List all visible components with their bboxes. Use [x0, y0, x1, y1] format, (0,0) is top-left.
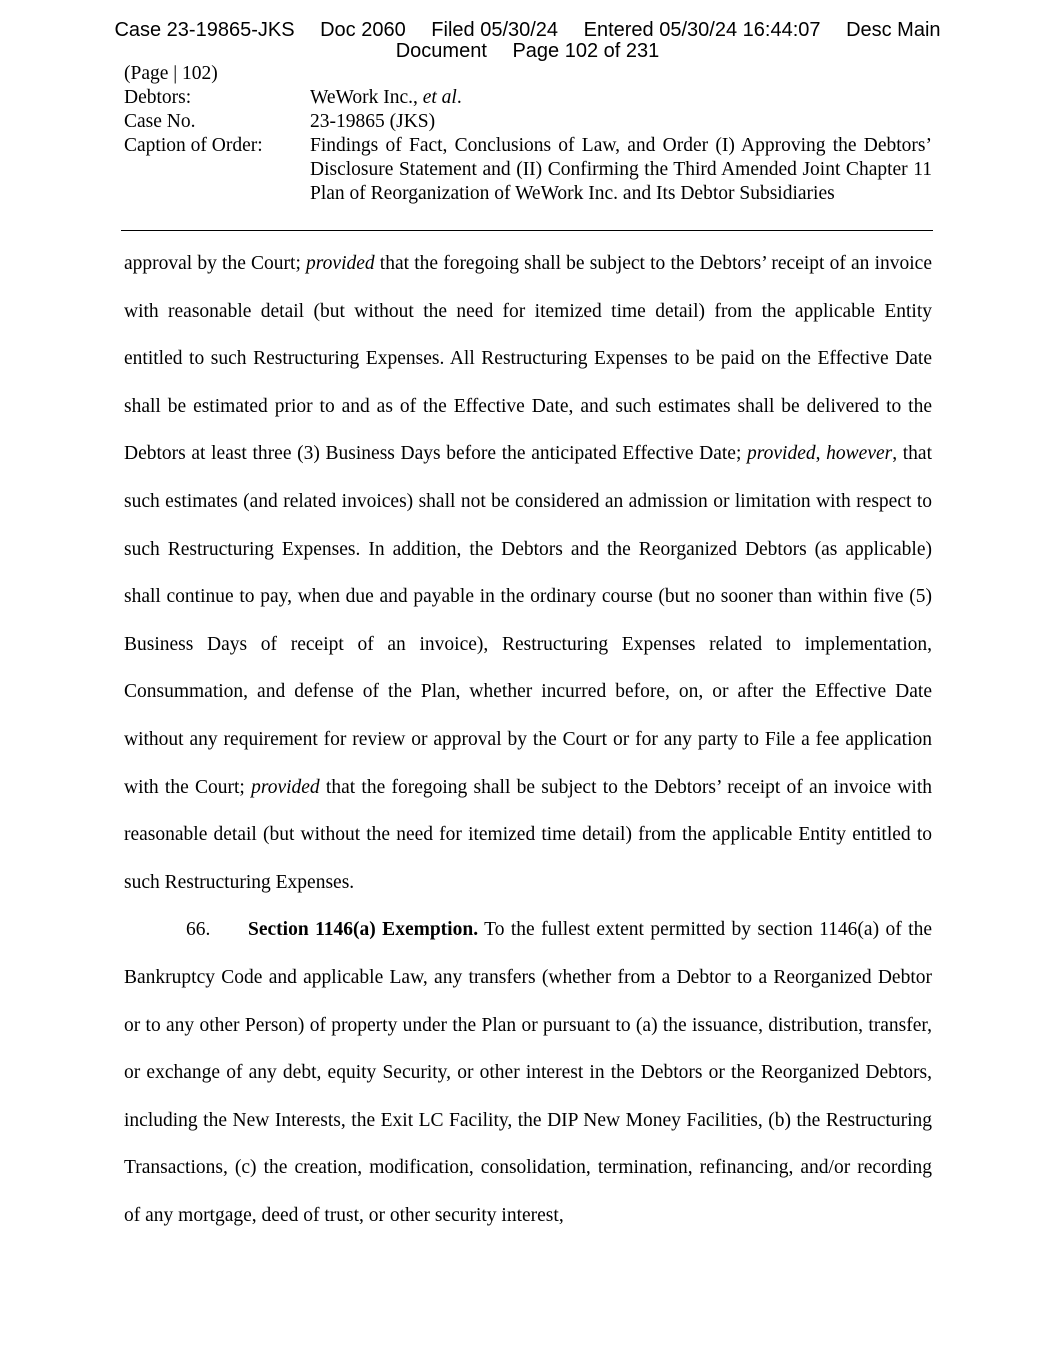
case-number: Case 23-19865-JKS	[114, 19, 295, 41]
filing-header-line-2	[0, 41, 1055, 62]
document-label: Document	[395, 40, 487, 62]
paragraph-text: To the fullest extent permitted by section 1146(a) of the Bankruptcy Code and applicable Law, any transfers (whether from a Debtor to a Reorganized Debtor or to any other Person) of property under the Plan or pursuant to (a) the issuance, distribution, transfer, or exchange of any debt, equity Security, or other interest in the Debtors or the Reorganized Debtors, including the New Interests, the Exit LC Facility, the DIP New Money Facilities, (b) the Restructuring Transactions, (c) the creation, modification, consolidation, termination, refinancing, and/or recording of any mortgage, deed of trust, or other security interest,	[124, 919, 932, 1226]
debtors-label: Debtors:	[124, 87, 192, 108]
order-caption-value: Findings of Fact, Conclusions of Law, and Order (I) Approving the Debtors’ Disclosure Statement and (II) Confirming the Third Amended Joint Chapter 11 Plan of Reorganization of WeWork Inc. and Its Debtor Subsidiaries	[310, 135, 932, 204]
desc-label: Desc Main	[846, 19, 941, 41]
debtors-etal: et al	[422, 87, 457, 108]
case-row	[124, 110, 932, 134]
paragraph-number: 66.	[186, 919, 211, 941]
order-caption-label: Caption of Order:	[124, 135, 263, 156]
italic-provided: provided	[251, 776, 320, 798]
document-body	[124, 240, 932, 1239]
doc-number: Doc 2060	[320, 19, 406, 41]
text-run: that the foregoing shall be subject to the Debtors’ receipt of an invoice with reasonable detail (but without the need for itemized time detail) from the applicable Entity entitled to such Restructuring Expenses.	[124, 776, 933, 893]
paragraph-continued	[124, 240, 932, 906]
caption-divider	[121, 230, 933, 231]
italic-provided: provided	[306, 253, 375, 274]
paragraph-66	[124, 906, 932, 1239]
debtors-value	[310, 86, 932, 110]
case-value: 23-19865 (JKS)	[310, 111, 436, 132]
text-run: , that such estimates (and related invoices) shall not be considered an admission or limitation with respect to such Restructuring Expenses. In addition, the Debtors and the Reorganized Debtors (as applicable) shall continue to pay, when due and payable in the ordinary course (but no sooner than within five (5) Business Days of receipt of an invoice), Restructuring Expenses related to implementation, Consummation, and defense of the Plan, whether incurred before, on, or after the Effective Date without any requirement for review or approval by the Court or for any party to File a fee application with the Court;	[124, 443, 932, 798]
page-reference: (Page | 102)	[124, 63, 218, 84]
text-run: that the foregoing shall be subject to the Debtors’ receipt of an invoice with reasonable detail (but without the need for itemized time detail) from the applicable Entity entitled to such Restructuring Expenses. All Restructuring Expenses to be paid on the Effective Date shall be estimated prior to and as of the Effective Date, and such estimates shall be delivered to the Debtors at least three (3) Business Days before the anticipated Effective Date;	[124, 253, 932, 465]
italic-however: however	[826, 443, 893, 465]
filing-header-line-1	[0, 20, 1055, 41]
order-caption	[124, 62, 932, 206]
filing-header	[0, 20, 1055, 62]
section-heading: Section 1146(a) Exemption.	[248, 919, 479, 941]
text-run: approval by the Court;	[124, 253, 307, 274]
case-label: Case No.	[124, 111, 196, 132]
order-caption-row	[124, 134, 932, 206]
entered-date: Entered 05/30/24 16:44:07	[583, 19, 821, 41]
debtors-row	[124, 86, 932, 110]
page-indicator: Page 102 of 231	[512, 40, 660, 62]
debtors-name: WeWork Inc.,	[310, 87, 423, 108]
text-run: ,	[815, 443, 827, 465]
filed-date: Filed 05/30/24	[431, 19, 559, 41]
debtors-period: .	[456, 87, 462, 108]
italic-provided: provided	[747, 443, 816, 465]
